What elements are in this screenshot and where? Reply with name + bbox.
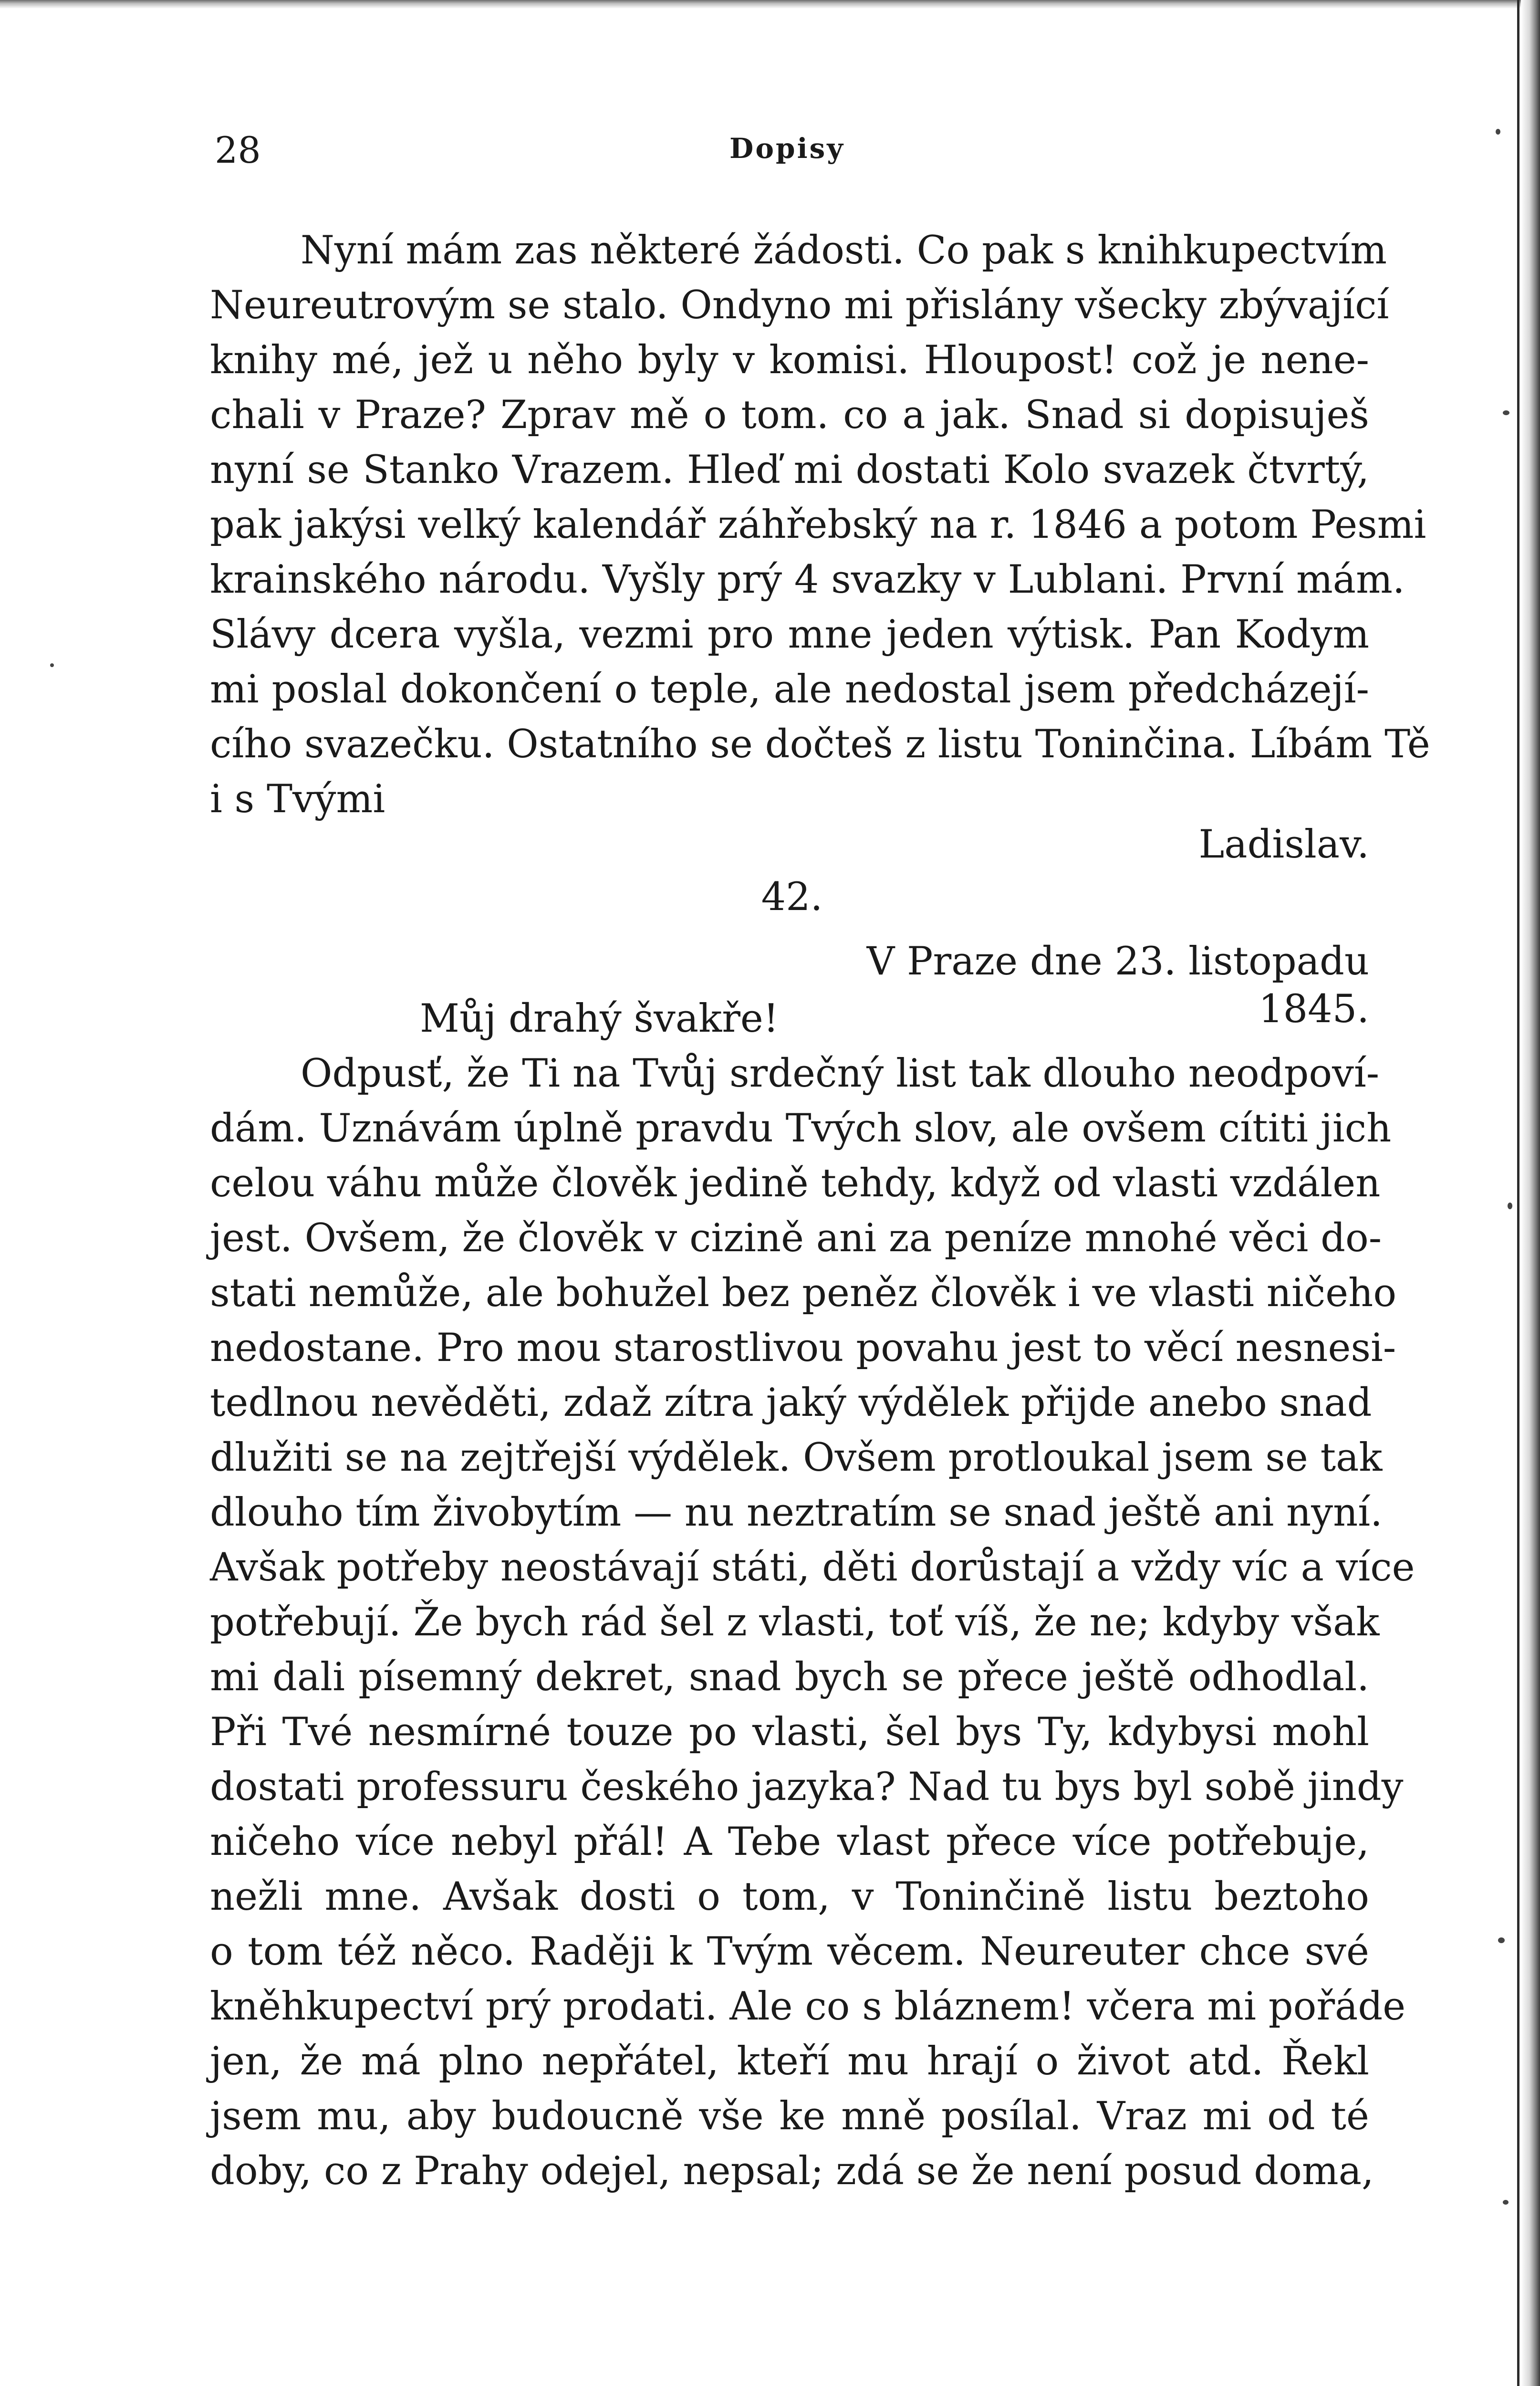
text-line: celou váhu může člověk jedině tehdy, když od vlasti vzdálen <box>210 1161 1381 1206</box>
scan-edge-right <box>1521 0 1540 2386</box>
text-line: mi dali písemný dekret, snad bych se přece ještě odhodlal. <box>210 1655 1369 1700</box>
text-line: stati nemůže, ale bohužel bez peněz člověk i ve vlasti ničeho <box>210 1271 1397 1316</box>
signature: Ladislav. <box>1198 822 1369 867</box>
text-line: jest. Ovšem, že člověk v cizině ani za peníze mnohé věci do- <box>210 1216 1382 1261</box>
text-line: doby, co z Prahy odejel, nepsal; zdá se že není posud doma, <box>210 2149 1374 2194</box>
text-line: dostati professuru českého jazyka? Nad tu bys byl sobě jindy <box>210 1765 1404 1810</box>
text-line: knihy mé, jež u něho byly v komisi. Hloupost! což je nene- <box>210 338 1369 383</box>
text-line: nedostane. Pro mou starostlivou povahu jest to věcí nesnesi- <box>210 1326 1396 1371</box>
scan-speck <box>1503 2200 1509 2205</box>
text-line: tedlnou nevěděti, zdaž zítra jaký výdělek přijde anebo snad <box>210 1381 1372 1425</box>
scan-speck <box>1496 129 1500 135</box>
text-line: krainského národu. Vyšly prý 4 svazky v Lublani. První mám. <box>210 557 1405 602</box>
scan-edge-top <box>0 0 1540 9</box>
text-line: i s Tvými <box>210 777 385 822</box>
text-line: Nyní mám zas některé žádosti. Co pak s knihkupectvím <box>301 228 1387 273</box>
text-line: Odpusť, že Ti na Tvůj srdečný list tak dlouho neodpoví- <box>301 1051 1380 1096</box>
salutation: Můj drahý švakře! <box>420 996 779 1041</box>
text-line: Neureutrovým se stalo. Ondyno mi přislány všecky zbývající <box>210 283 1389 328</box>
text-line: o tom též něco. Raději k Tvým věcem. Neureuter chce své <box>210 1929 1369 1974</box>
text-line: dlouho tím živobytím — nu neztratím se snad ještě ani nyní. <box>210 1490 1383 1535</box>
scan-binding-rule <box>1517 0 1519 2386</box>
text-line: ničeho více nebyl přál! A Tebe vlast přece více potřebuje, <box>210 1820 1369 1864</box>
page-number: 28 <box>215 129 261 171</box>
scan-speck <box>1503 410 1509 415</box>
text-line: Při Tvé nesmírné touze po vlasti, šel bys Ty, kdybysi mohl <box>210 1710 1369 1755</box>
dateline: V Praze dne 23. listopadu 1845. <box>866 939 1369 1032</box>
text-line: chali v Praze? Zprav mě o tom. co a jak. Snad si dopisuješ <box>210 393 1369 438</box>
text-line: nyní se Stanko Vrazem. Hleď mi dostati Kolo svazek čtvrtý, <box>210 448 1369 492</box>
text-line: dlužiti se na zejtřejší výdělek. Ovšem protloukal jsem se tak <box>210 1435 1383 1480</box>
text-line: dám. Uznávám úplně pravdu Tvých slov, ale ovšem cítiti jich <box>210 1106 1392 1151</box>
text-line: cího svazečku. Ostatního se dočteš z listu Toninčina. Líbám Tě <box>210 722 1430 767</box>
text-line: jen, že má plno nepřátel, kteří mu hrají o život atd. Řekl <box>210 2039 1369 2084</box>
scan-speck <box>1498 1937 1505 1943</box>
text-line: pak jakýsi velký kalendář záhřebský na r. 1846 a potom Pesmi <box>210 502 1426 547</box>
text-line: jsem mu, aby budoucně vše ke mně posílal. Vraz mi od té <box>210 2094 1369 2139</box>
text-line: potřebují. Že bych rád šel z vlasti, toť víš, že ne; kdyby však <box>210 1600 1380 1645</box>
letter-number: 42. <box>761 875 823 920</box>
text-line: mi poslal dokončení o teple, ale nedostal jsem předcházejí- <box>210 667 1369 712</box>
text-line: Slávy dcera vyšla, vezmi pro mne jeden výtisk. Pan Kodym <box>210 612 1369 657</box>
scan-speck <box>50 663 54 667</box>
text-line: nežli mne. Avšak dosti o tom, v Toninčině listu beztoho <box>210 1874 1369 1919</box>
text-line: Avšak potřeby neostávají státi, děti dorůstají a vždy víc a více <box>210 1545 1415 1590</box>
text-line: kněhkupectví prý prodati. Ale co s bláznem! včera mi pořáde <box>210 1984 1406 2029</box>
running-header: Dopisy <box>729 132 845 165</box>
scan-speck <box>1508 1203 1512 1209</box>
